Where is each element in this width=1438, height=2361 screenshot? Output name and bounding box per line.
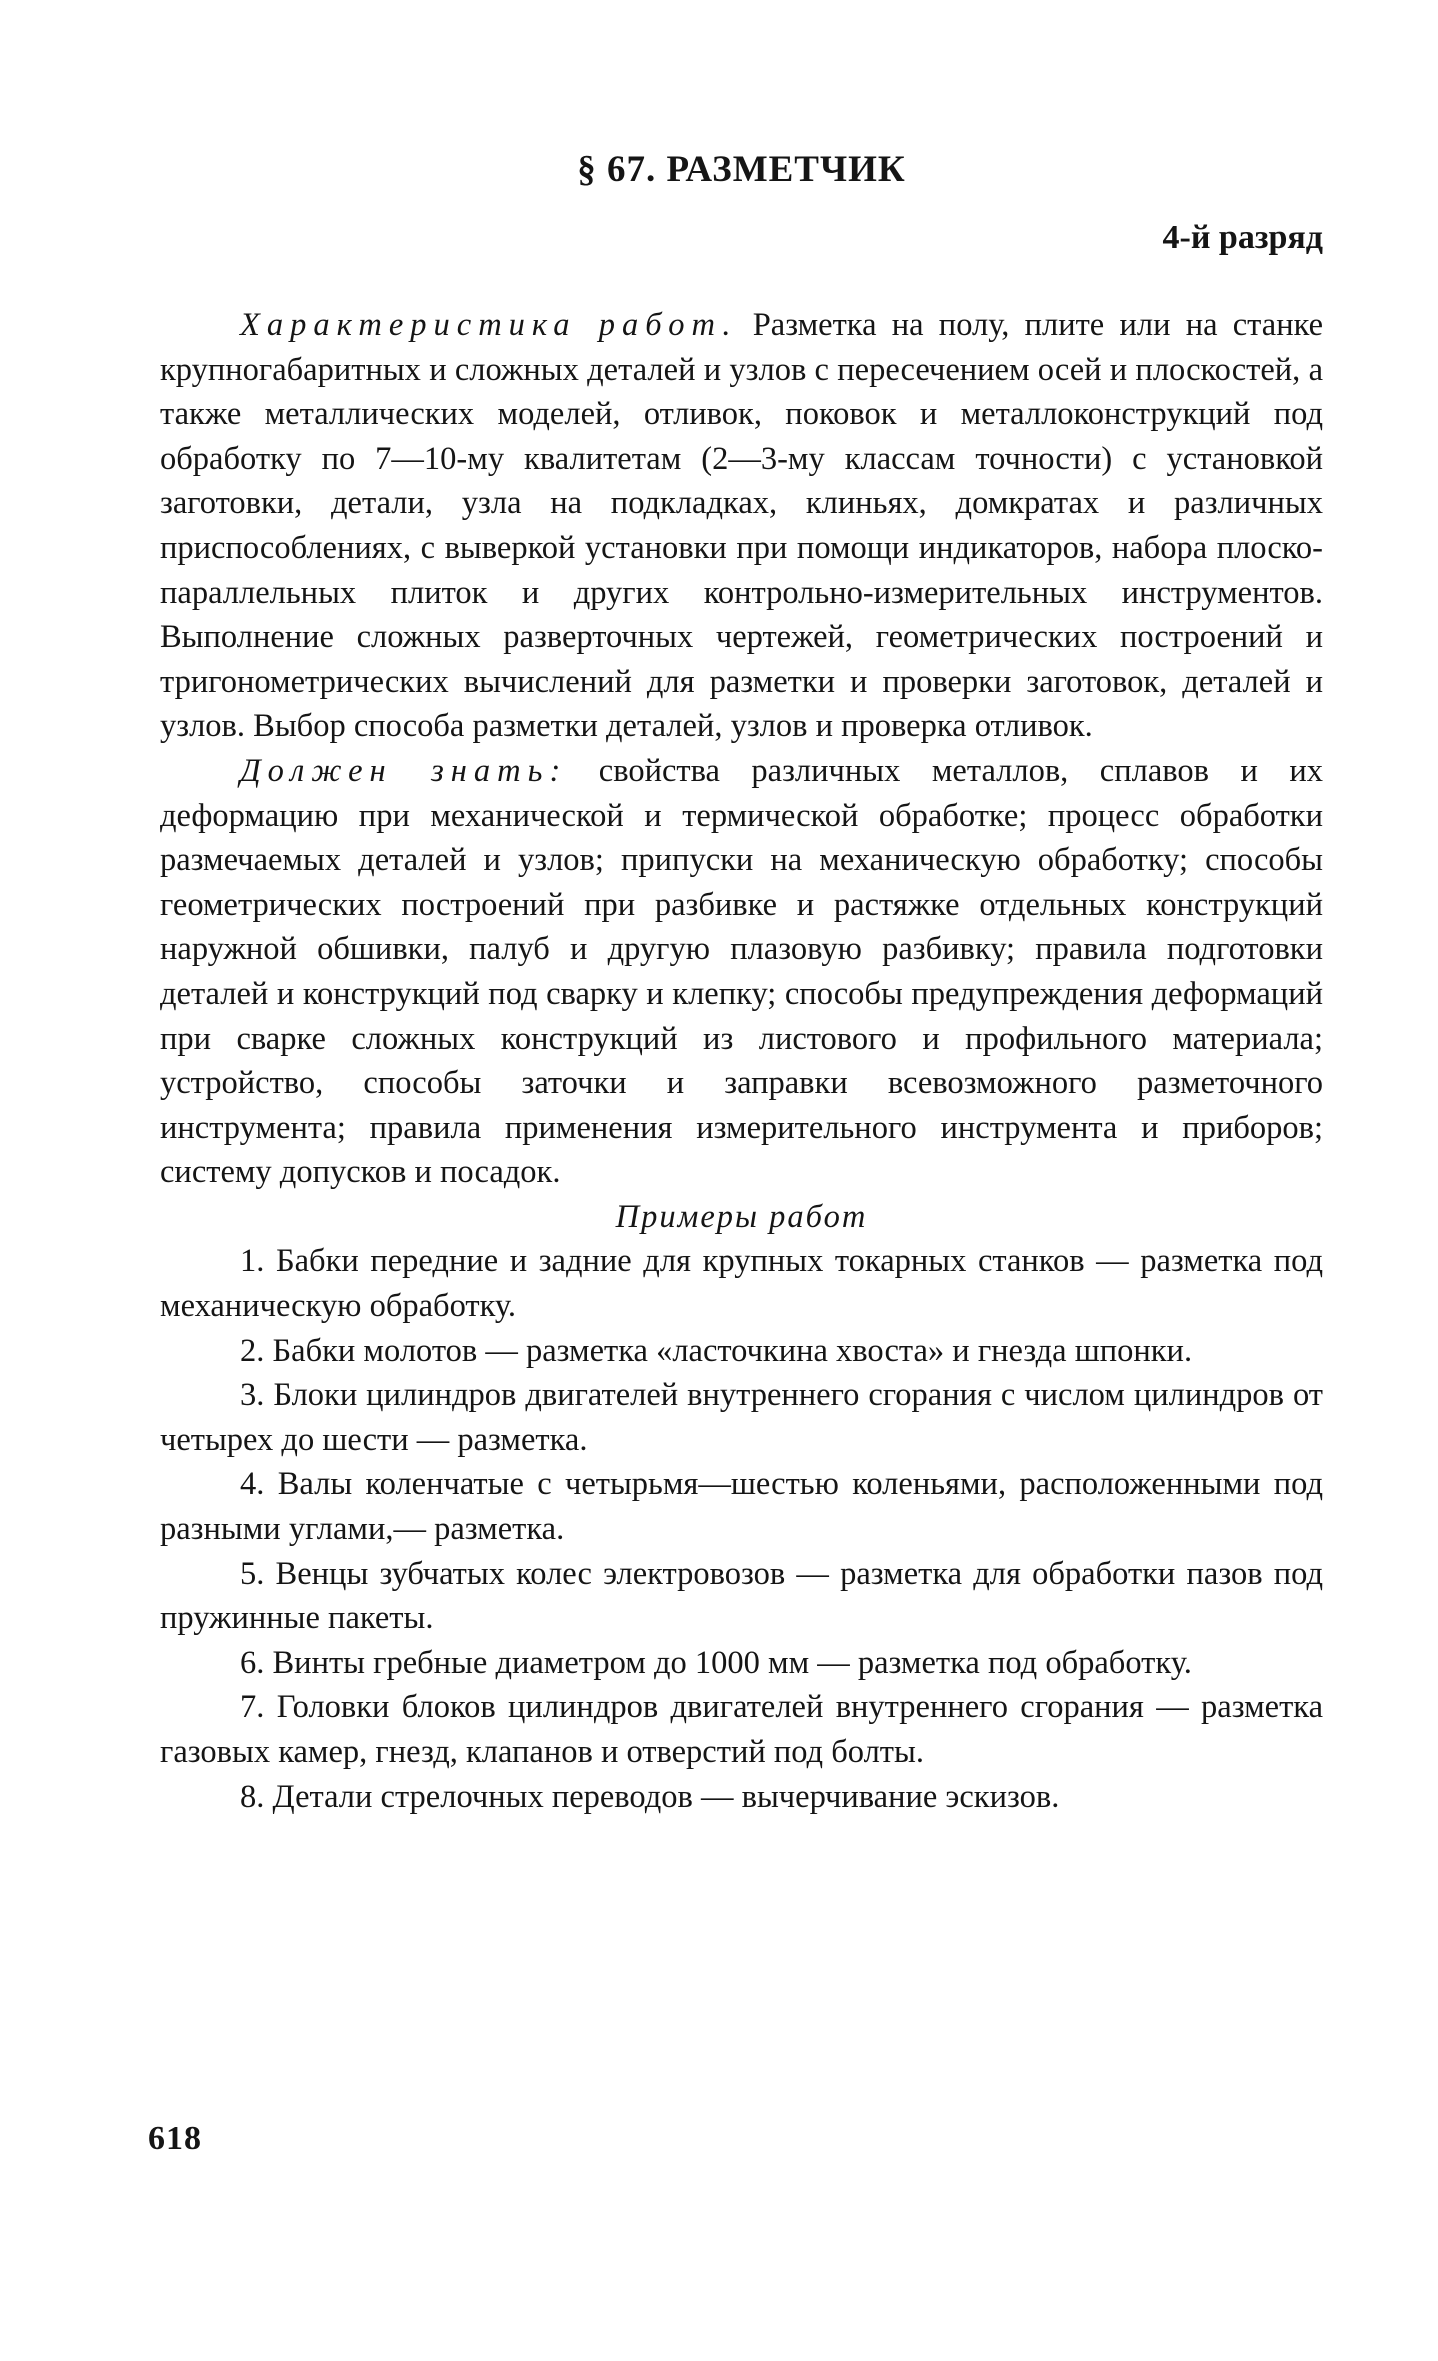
example-item: 2. Бабки молотов — разметка «ласточкина хвоста» и гнезда шпонки. — [240, 1332, 1193, 1369]
must-know-paragraph — [160, 749, 1323, 1195]
characteristics-text: Разметка на полу, плите или на станке крупногабаритных и сложных деталей и узлов с пересечением осей и плоскостей, а также металлических моделей, отливок, поковок и металлоконструкций под обработку по 7—10-му квалитетам (2—3-му классам точности) с установкой заготовки, детали, узла на подкладках, клиньях, домкратах и различных приспособлениях, с выверкой установки при помощи индикаторов, набора плоско-параллельных плиток и других контрольно-измерительных инструментов. Выполнение сложных разверточных чертежей, геометрических построений и тригонометрических вычислений для разметки и проверки заготовок, деталей и узлов. Выбор способа разметки деталей, узлов и проверка отливок. — [160, 307, 1324, 745]
must-know-lead: Должен знать: — [240, 752, 568, 789]
examples-title: Примеры работ — [615, 1198, 868, 1235]
page-content — [160, 150, 1323, 1819]
example-item: 4. Валы коленчатые с четырьмя—шестью коленьями, расположенными под разными углами,— разметка. — [160, 1466, 1323, 1548]
example-item: 6. Винты гребные диаметром до 1000 мм — разметка под обработку. — [240, 1644, 1192, 1681]
example-item: 5. Венцы зубчатых колес электровозов — разметка для обработки пазов под пружинные пакеты. — [160, 1555, 1323, 1637]
example-item: 3. Блоки цилиндров двигателей внутреннего сгорания с числом цилиндров от четырех до шести — разметка. — [160, 1377, 1323, 1458]
example-item: 1. Бабки передние и задние для крупных токарных станков — разметка под механическую обработку. — [160, 1243, 1323, 1325]
characteristics-lead: Характеристика работ. — [240, 307, 738, 343]
characteristics-paragraph — [160, 303, 1323, 749]
section-heading: § 67. РАЗМЕТЧИК — [577, 149, 906, 190]
page-number: 618 — [148, 2120, 202, 2157]
must-know-text: свойства различных металлов, сплавов и их деформацию при механической и термической обработке; процесс обработки размечаемых деталей и узлов; припуски на механическую обработку; способы геометрических построений при разбивке и растяжке отдельных конструкций наружной обшивки, палуб и другую плазовую разбивку; правила подготовки деталей и конструкций под сварку и клепку; способы предупреждения деформаций при сварке сложных конструкций из листового и профильного материала; устройство, способы заточки и заправки всевозможного разметочного инструмента; правила применения измерительного инструмента и приборов; систему допусков и посадок. — [160, 752, 1323, 1191]
example-item: 7. Головки блоков цилиндров двигателей внутреннего сгорания — разметка газовых камер, гнезд, клапанов и отверстий под болты. — [160, 1689, 1323, 1770]
example-item: 8. Детали стрелочных переводов — вычерчивание эскизов. — [240, 1778, 1060, 1815]
grade-label: 4-й разряд — [1162, 219, 1323, 256]
